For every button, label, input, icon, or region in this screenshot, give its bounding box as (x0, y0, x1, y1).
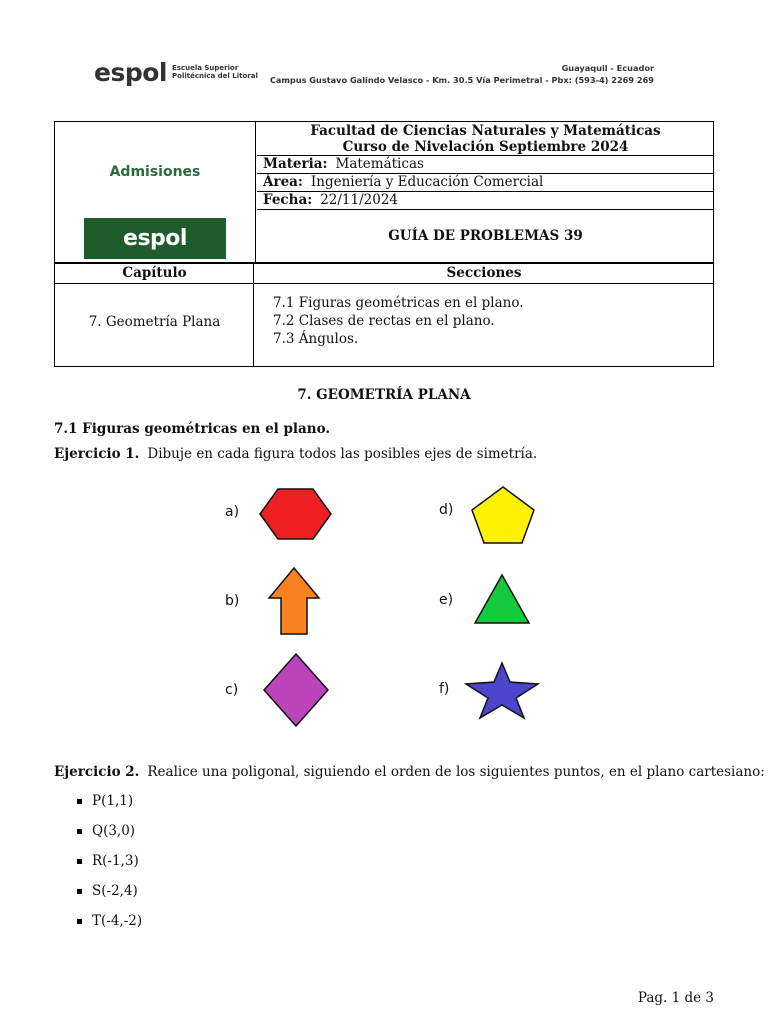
guide-title: GUÍA DE PROBLEMAS 39 (388, 228, 583, 244)
header-address: Campus Gustavo Galindo Velasco - Km. 30.5 Vía Perimetral - Pbx: (593-4) 2269 269 (269, 75, 654, 85)
materia-label: Materia: (263, 156, 328, 172)
list-item: T(-4,-2) (77, 913, 142, 943)
triangle-shape (475, 575, 529, 623)
list-item: Q(3,0) (77, 823, 142, 853)
area-row (257, 174, 714, 192)
exercise-2-text: Realice una poligonal, siguiendo el orden de los siguientes puntos, en el plano cartesiano: (147, 764, 765, 780)
subsection-title: 7.1 Figuras geométricas en el plano. (54, 421, 331, 437)
chapter-name: 7. Geometría Plana (88, 314, 221, 330)
fecha-label: Fecha: (263, 192, 313, 208)
exercise-2 (54, 764, 765, 780)
faculty-name: Facultad de Ciencias Naturales y Matemáticas (310, 123, 661, 139)
points-list (77, 793, 142, 943)
area-label: Área: (263, 174, 303, 190)
exercise-2-label: Ejercicio 2. (54, 764, 140, 780)
info-table (54, 121, 714, 263)
list-item: P(1,1) (77, 793, 142, 823)
list-item: S(-2,4) (77, 883, 142, 913)
header-city: Guayaquil - Ecuador (561, 63, 654, 73)
exercise-1-text: Dibuje en cada figura todos las posibles ejes de simetría. (147, 446, 538, 462)
figure-label-a: a) (225, 504, 240, 520)
symmetry-figures (218, 476, 548, 728)
espol-logo: espol (94, 58, 167, 87)
chapter-table (54, 263, 714, 367)
exercise-1 (54, 446, 537, 462)
figure-label-d: d) (439, 502, 454, 518)
arrow-shape (269, 568, 319, 634)
fecha-row (257, 192, 714, 210)
materia-row (257, 156, 714, 174)
section-item: 7.2 Clases de rectas en el plano. (273, 313, 495, 329)
fecha-value: 22/11/2024 (320, 192, 399, 208)
page-header (94, 54, 654, 94)
figure-label-b: b) (225, 593, 240, 609)
exercise-1-label: Ejercicio 1. (54, 446, 140, 462)
admisiones-label: Admisiones (109, 164, 201, 180)
logo-subtitle-line-1: Escuela Superior (172, 64, 239, 72)
logo-subtitle-line-2: Politécnica del Litoral (172, 72, 258, 80)
list-item: R(-1,3) (77, 853, 142, 883)
section-item: 7.1 Figuras geométricas en el plano. (273, 295, 524, 311)
sections-column-header: Secciones (446, 265, 522, 281)
sections-list (273, 294, 524, 348)
hexagon-shape (260, 489, 331, 539)
figure-label-c: c) (225, 682, 239, 698)
espol-band-logo: espol (84, 218, 226, 259)
page-number: Pag. 1 de 3 (637, 990, 714, 1006)
info-logo-cell (55, 122, 256, 262)
faculty-cell (257, 122, 714, 156)
logo-subtitle (172, 64, 262, 80)
section-title: 7. GEOMETRÍA PLANA (297, 387, 471, 403)
figure-label-f: f) (439, 681, 450, 697)
figure-label-e: e) (439, 592, 454, 608)
section-item: 7.3 Ángulos. (273, 331, 359, 347)
chapter-column-header: Capítulo (122, 265, 187, 281)
course-name: Curso de Nivelación Septiembre 2024 (342, 139, 629, 155)
header-address-block (270, 62, 654, 86)
star-shape (466, 663, 538, 718)
area-value: Ingeniería y Educación Comercial (310, 174, 544, 190)
materia-value: Matemáticas (335, 156, 424, 172)
pentagon-shape (472, 487, 534, 543)
figures-svg (218, 476, 548, 728)
rhombus-shape (264, 654, 328, 726)
